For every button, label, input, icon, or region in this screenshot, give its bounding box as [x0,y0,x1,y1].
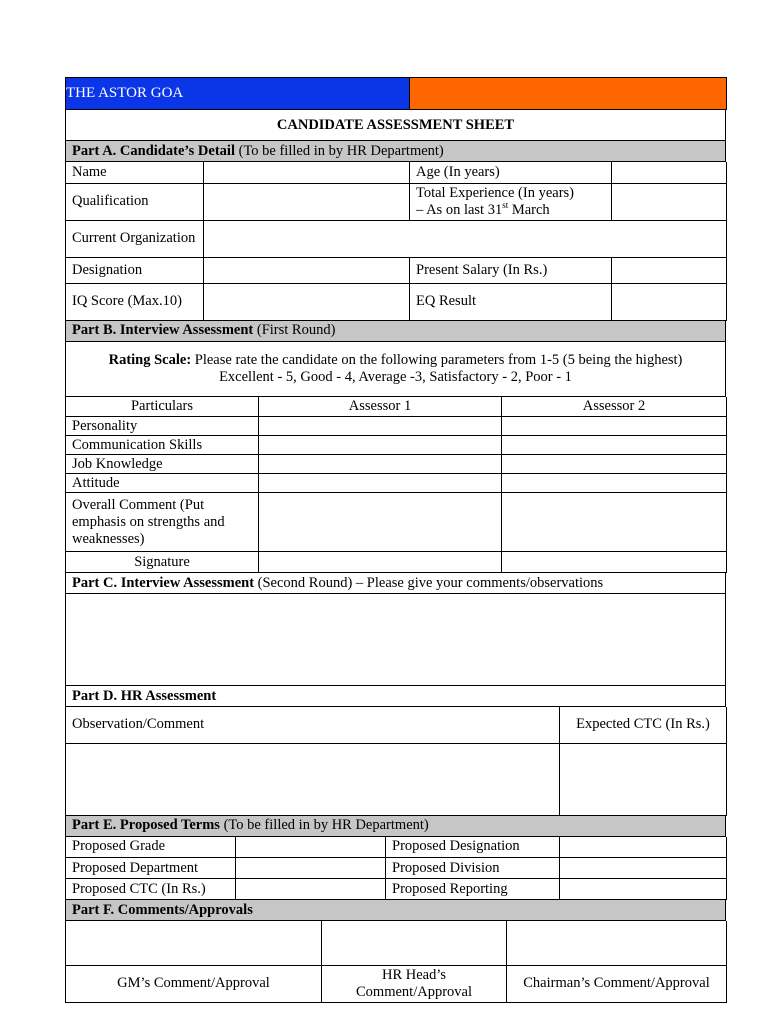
eq-result-label: EQ Result [410,283,612,320]
proposed-reporting-field[interactable] [560,879,727,900]
gm-approval-label: GM’s Comment/Approval [66,965,322,1002]
part-b-head-table [65,321,726,397]
part-e-table [65,837,727,901]
hr-head-approval-field[interactable] [322,921,507,965]
assessor-1-cell[interactable] [259,436,502,455]
brand-cell [66,78,410,110]
col-particulars: Particulars [66,397,259,417]
proposed-grade-label: Proposed Grade [66,837,236,858]
current-org-field[interactable] [204,220,727,257]
particular-row: Job Knowledge [66,455,259,474]
eq-result-field[interactable] [612,283,727,320]
part-c-table [65,573,726,707]
proposed-ctc-field[interactable] [236,879,386,900]
hr-head-approval-label: HR Head’s Comment/Approval [322,965,507,1002]
proposed-department-label: Proposed Department [66,858,236,879]
chairman-approval-field[interactable] [507,921,727,965]
assessor-1-cell[interactable] [259,455,502,474]
part-d-table [65,707,727,816]
title-table [65,110,726,162]
assessor-2-cell[interactable] [502,417,727,436]
qualification-label: Qualification [66,183,204,220]
sheet-title: CANDIDATE ASSESSMENT SHEET [66,110,726,141]
chairman-approval-label: Chairman’s Comment/Approval [507,965,727,1002]
part-e-heading: Part E. Proposed Terms (To be filled in by HR Department) [66,816,726,837]
proposed-designation-field[interactable] [560,837,727,858]
iq-score-label: IQ Score (Max.10) [66,283,204,320]
part-d-heading: Part D. HR Assessment [66,686,726,707]
proposed-department-field[interactable] [236,858,386,879]
part-f-head-table [65,900,726,921]
assessor-1-comment[interactable] [259,493,502,552]
present-salary-field[interactable] [612,257,727,283]
age-label: Age (In years) [410,162,612,183]
part-b-table [65,397,727,574]
brand-name: THE ASTOR GOA [66,85,184,101]
part-c-heading: Part C. Interview Assessment (Second Round) – Please give your comments/observations [66,573,726,594]
assessor-2-cell[interactable] [502,474,727,493]
proposed-ctc-label: Proposed CTC (In Rs.) [66,879,236,900]
assessor-2-cell[interactable] [502,436,727,455]
age-field[interactable] [612,162,727,183]
part-a-table [65,162,727,321]
part-b-heading: Part B. Interview Assessment (First Round) [66,321,726,342]
header-table [65,77,727,110]
observation-field[interactable] [66,743,560,815]
gm-approval-field[interactable] [66,921,322,965]
assessor-2-comment[interactable] [502,493,727,552]
part-e-head-table [65,816,726,837]
assessor-1-signature[interactable] [259,552,502,573]
col-assessor-1: Assessor 1 [259,397,502,417]
qualification-field[interactable] [204,183,410,220]
signature-label: Signature [66,552,259,573]
observation-label: Observation/Comment [66,707,560,743]
part-c-comments-field[interactable] [66,594,726,686]
name-label: Name [66,162,204,183]
assessor-2-cell[interactable] [502,455,727,474]
part-f-heading: Part F. Comments/Approvals [66,900,726,921]
present-salary-label: Present Salary (In Rs.) [410,257,612,283]
proposed-designation-label: Proposed Designation [386,837,560,858]
current-org-label: Current Organization [66,220,204,257]
particular-row: Attitude [66,474,259,493]
experience-field[interactable] [612,183,727,220]
name-field[interactable] [204,162,410,183]
assessor-1-cell[interactable] [259,417,502,436]
assessor-1-cell[interactable] [259,474,502,493]
assessor-2-signature[interactable] [502,552,727,573]
proposed-reporting-label: Proposed Reporting [386,879,560,900]
proposed-division-label: Proposed Division [386,858,560,879]
brand-accent-bar [410,78,727,110]
particular-row: Personality [66,417,259,436]
particular-row: Communication Skills [66,436,259,455]
expected-ctc-label: Expected CTC (In Rs.) [560,707,727,743]
designation-label: Designation [66,257,204,283]
part-f-table [65,921,727,1003]
experience-label: Total Experience (In years) – As on last 31st March [410,183,612,220]
rating-scale: Rating Scale: Please rate the candidate on the following parameters from 1-5 (5 being the highest) Excellent - 5, Good - 4, Average -3, Satisfactory - 2, Poor - 1 [66,341,726,396]
overall-comment-label: Overall Comment (Put emphasis on strengths and weaknesses) [66,493,259,552]
col-assessor-2: Assessor 2 [502,397,727,417]
designation-field[interactable] [204,257,410,283]
iq-score-field[interactable] [204,283,410,320]
part-a-heading: Part A. Candidate’s Detail (To be filled in by HR Department) [66,141,726,162]
expected-ctc-field[interactable] [560,743,727,815]
proposed-division-field[interactable] [560,858,727,879]
proposed-grade-field[interactable] [236,837,386,858]
assessment-sheet [65,77,726,1003]
